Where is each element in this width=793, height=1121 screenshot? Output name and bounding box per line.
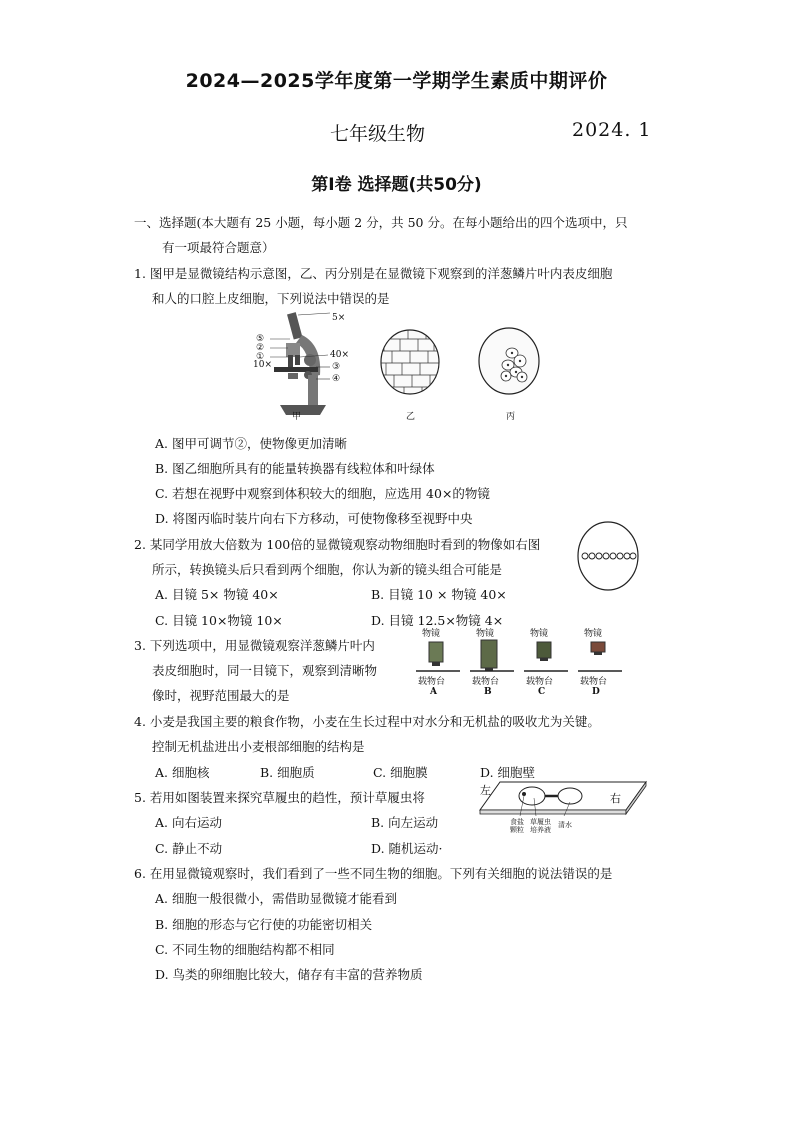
salt-label: 食盐颗粒 — [510, 818, 524, 834]
q2-option-d: D. 目镜 12.5×物镜 4× — [371, 613, 504, 628]
q3-option-b-label: B — [484, 687, 492, 697]
q3-stem-line3: 像时，视野范围最大的是 — [152, 688, 290, 703]
lens-label-a: 物镜 — [422, 629, 441, 639]
stage-label-a: 载物台 — [418, 677, 446, 687]
q6-option-b: B. 细胞的形态与它行使的功能密切相关 — [155, 917, 373, 932]
mag-40x-label: 40× — [330, 350, 349, 360]
q4-option-d: D. 细胞壁 — [480, 765, 536, 780]
q3-option-d-label: D — [592, 687, 600, 697]
section-title: 第Ⅰ卷 选择题(共50分) — [311, 175, 482, 195]
paramecium-experiment-figure — [476, 776, 652, 838]
onion-cells-figure — [378, 327, 442, 421]
section-intro-line2: 有一项最符合题意） — [162, 240, 275, 255]
lens-label-c: 物镜 — [530, 629, 549, 639]
q3-option-a-label: A — [430, 687, 437, 697]
q3-figure-c — [520, 624, 572, 702]
lens-label-b: 物镜 — [476, 629, 495, 639]
left-label: 左 — [480, 784, 491, 797]
q5-option-d: D. 随机运动· — [371, 841, 443, 856]
q4-stem-line1: 4. 小麦是我国主要的粮食作物，小麦在生长过程中对水分和无机盐的吸收尤为关键。 — [134, 714, 600, 729]
stage-label-b: 载物台 — [472, 677, 500, 687]
q5-option-a: A. 向右运动 — [155, 815, 222, 830]
mag-5x-label: 5× — [332, 313, 346, 323]
q2-option-a: A. 目镜 5× 物镜 40× — [155, 587, 279, 602]
q2-stem-line1: 2. 某同学用放大倍数为 100倍的显微镜观察动物细胞时看到的物像如右图 — [134, 537, 541, 552]
water-label: 清水 — [558, 821, 572, 829]
animal-cells-view-figure — [576, 520, 640, 592]
q2-stem-line2: 所示，转换镜头后只看到两个细胞，你认为新的镜头组合可能是 — [152, 562, 503, 577]
q2-option-c: C. 目镜 10×物镜 10× — [155, 613, 283, 628]
q5-option-c: C. 静止不动 — [155, 841, 223, 856]
figure-jia-label: 甲 — [292, 412, 302, 422]
stage-label-c: 载物台 — [526, 677, 554, 687]
q1-stem-line2: 和人的口腔上皮细胞，下列说法中错误的是 — [152, 291, 390, 306]
lens-label-d: 物镜 — [584, 629, 603, 639]
exam-date: 2024. 1 — [572, 119, 652, 141]
q6-stem: 6. 在用显微镜观察时，我们看到了一些不同生物的细胞。下列有关细胞的说法错误的是 — [134, 866, 613, 881]
q2-option-b: B. 目镜 10 × 物镜 40× — [371, 587, 507, 602]
part-5-label: ⑤ — [256, 334, 265, 344]
q3-stem-line1: 3. 下列选项中，用显微镜观察洋葱鳞片叶内 — [134, 638, 375, 653]
q4-option-a: A. 细胞核 — [155, 765, 210, 780]
cheek-cells-figure — [476, 325, 542, 421]
stage-label-d: 载物台 — [580, 677, 608, 687]
right-label: 右 — [610, 792, 621, 805]
exam-title: 2024—2025学年度第一学期学生素质中期评价 — [185, 70, 608, 92]
q1-option-b: B. 图乙细胞所具有的能量转换器有线粒体和叶绿体 — [155, 461, 435, 476]
part-3-label: ③ — [332, 362, 341, 372]
part-4-label: ④ — [332, 374, 341, 384]
q1-option-c: C. 若想在视野中观察到体积较大的细胞，应选用 40×的物镜 — [155, 486, 490, 501]
q1-option-d: D. 将图丙临时装片向右下方移动，可使物像移至视野中央 — [155, 511, 473, 526]
mag-10x-label: 10× — [253, 360, 272, 370]
part-2-label: ② — [256, 343, 265, 353]
q4-stem-line2: 控制无机盐进出小麦根部细胞的结构是 — [152, 739, 365, 754]
q3-figure-a — [412, 624, 464, 702]
q4-option-c: C. 细胞膜 — [373, 765, 428, 780]
q5-stem: 5. 若用如图装置来探究草履虫的趋性，预计草履虫将 — [134, 790, 425, 805]
microscope-figure — [250, 305, 360, 420]
part-1-label: ① — [256, 352, 265, 362]
q6-option-d: D. 鸟类的卵细胞比较大，储存有丰富的营养物质 — [155, 967, 423, 982]
q1-stem-line1: 1. 图甲是显微镜结构示意图，乙、丙分别是在显微镜下观察到的洋葱鳞片叶内表皮细胞 — [134, 266, 613, 281]
culture-label: 草履虫培养液 — [530, 818, 551, 834]
q3-figure-b — [466, 624, 518, 702]
q5-option-b: B. 向左运动 — [371, 815, 439, 830]
q1-option-a: A. 图甲可调节②，使物像更加清晰 — [155, 436, 347, 451]
q4-option-b: B. 细胞质 — [260, 765, 315, 780]
q6-option-a: A. 细胞一般很微小，需借助显微镜才能看到 — [155, 891, 397, 906]
figure-bing-label: 丙 — [506, 412, 516, 422]
q3-figure-d — [574, 624, 626, 702]
section-intro-line1: 一、选择题(本大题有 25 小题，每小题 2 分，共 50 分。在每小题给出的四个选项中，只 — [134, 215, 628, 230]
q3-option-c-label: C — [538, 687, 546, 697]
figure-yi-label: 乙 — [406, 412, 416, 422]
q3-stem-line2: 表皮细胞时，同一目镜下，观察到清晰物 — [152, 663, 378, 678]
q6-option-c: C. 不同生物的细胞结构都不相同 — [155, 942, 335, 957]
exam-subtitle: 七年级生物 — [330, 123, 426, 145]
